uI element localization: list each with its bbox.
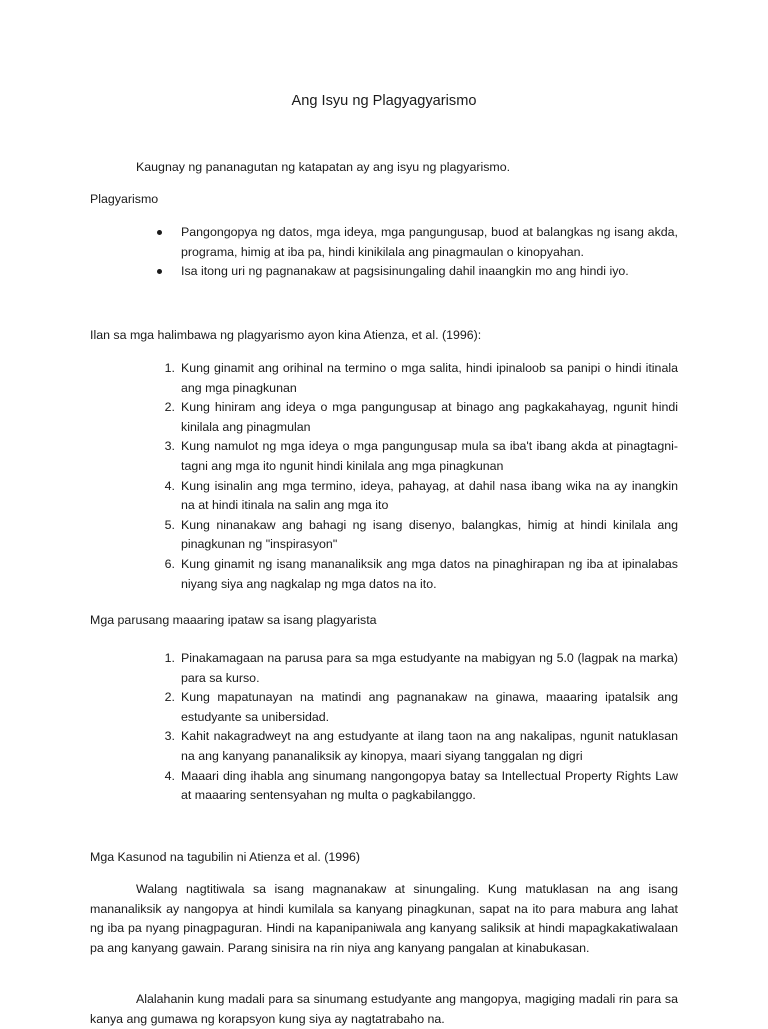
intro-sentence: Kaugnay ng pananagutan ng katapatan ay ang isyu ng plagyarismo. (136, 160, 511, 174)
list-item: Isa itong uri ng pagnanakaw at pagsisinungaling dahil inaangkin mo ang hindi iyo. (181, 262, 678, 282)
penalties-list (164, 649, 678, 806)
guidance-paragraph: Walang nagtitiwala sa isang magnanakaw at sinungaling. Kung matuklasan na ang isang mananaliksik ay nangopya at hindi kumilala sa kanyang pinagkunan, sapat na ito para mabura ang lahat ng iba pa nyang pinagpaguran. Hindi na kapanipaniwala ang kanyang saliksik at hindi mapagkakatiwalaan pa ang kanyang gawain. Parang sinisira na rin niya ang kanyang pangalan at kinabukasan. (90, 882, 678, 955)
list-item: 4. Maaari ding ihabla ang sinumang nangongopya batay sa Intellectual Property Rights Law at maaaring sentensyahan ng multa o pagkabilanggo. (164, 768, 678, 803)
penalties-heading: Mga parusang maaaring ipataw sa isang plagyarista (90, 613, 377, 627)
examples-heading: Ilan sa mga halimbawa ng plagyarismo ayon kina Atienza, et al. (1996): (90, 328, 482, 342)
list-item: 3. Kung namulot ng mga ideya o mga pangungusap mula sa iba't ibang akda at pinagtagni-tagni ang mga ito ngunit hindi kinilala ang mga pinagkunan (164, 439, 678, 473)
definition-list (181, 223, 678, 282)
document-title: Ang Isyu ng Plagyagyarismo (291, 93, 477, 109)
list-item: 3. Kahit nakagradweyt na ang estudyante at ilang taon na ang nakalipas, ngunit natuklasan na ang kanyang pananaliksik ay kinopya, maari siyang tanggalan ng digri (164, 729, 678, 763)
list-item: Pangongopya ng datos, mga ideya, mga pangungusap, buod at balangkas ng isang akda, programa, himig at iba pa, hindi kinikilala ang pinagmaulan o kinopyahan. (181, 223, 678, 262)
bullet-icon (157, 269, 162, 274)
list-item: 1. Kung ginamit ang orihinal na termino o mga salita, hindi ipinaloob sa panipi o hindi itinala ang mga pinagkunan (164, 361, 678, 395)
guidance-heading: Mga Kasunod na tagubilin ni Atienza et al. (1996) (90, 850, 361, 864)
list-item: 2. Kung mapatunayan na matindi ang pagnanakaw na ginawa, maaaring ipatalsik ang estudyante sa unibersidad. (164, 690, 678, 724)
list-item: 4. Kung isinalin ang mga termino, ideya, pahayag, at dahil nasa ibang wika na ay inangkin na at hindi itinala na salin ang mga ito (164, 478, 678, 513)
bullet-icon (157, 230, 162, 235)
examples-list (164, 359, 678, 594)
plagiarism-heading: Plagyarismo (90, 192, 159, 206)
guidance-paragraph: Alalahanin kung madali para sa sinumang estudyante ang mangopya, magiging madali rin para sa kanya ang gumawa ng korapsyon kung siya ay nagtatrabaho na. (90, 992, 678, 1026)
list-item: 5. Kung ninanakaw ang bahagi ng isang disenyo, balangkas, himig at hindi kinilala ang pinagkunan ng "inspirasyon" (164, 517, 678, 552)
list-item: 1. Pinakamagaan na parusa para sa mga estudyante na mabigyan ng 5.0 (lagpak na marka) para sa kurso. (164, 651, 678, 685)
list-item: 2. Kung hiniram ang ideya o mga pangungusap at binago ang pagkakahayag, ngunit hindi kinilala ang pinagmulan (164, 400, 678, 434)
list-item: 6. Kung ginamit ng isang mananaliksik ang mga datos na pinaghirapan ng iba at ipinalabas niyang siya ang nagkalap ng mga datos na ito. (164, 556, 678, 591)
